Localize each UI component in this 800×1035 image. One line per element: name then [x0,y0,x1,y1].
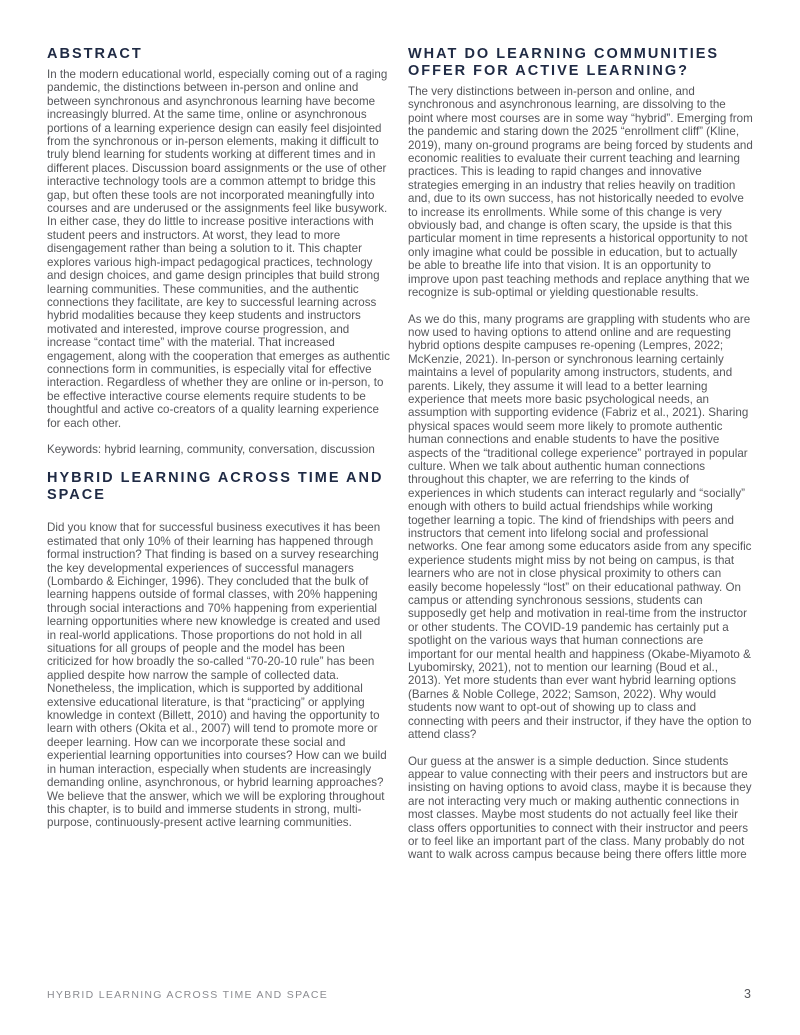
keywords: Keywords: hybrid learning, community, conversation, discussion [47,442,375,456]
communities-heading: WHAT DO LEARNING COMMUNITIES OFFER FOR ACTIVE LEARNING? [408,46,720,79]
hybrid-body: Did you know that for successful business executives it has been estimated that only 10% of their learning has happened through formal instruction? That finding is based on a survey researching the key developmental experiences of successful managers (Lombardo & Eichinger, 1996). They concluded that the bulk of learning happens outside of formal classes, with 20% happening through social interactions and 70% happening from experiential learning opportunities where new knowledge is created and used in real-world applications. Those proportions do not hold in all situations for all groups of people and the model has been criticized for how broadly the so-called “70-20-10 rule” has been applied despite how narrow the sample of collected data. Nonetheless, the implication, which is supported by additional extensive educational literature, is that “practicing” or applying knowledge in context (Billett, 2010) and having the opportunity to learn with others (Okita et al., 2007) will tend to promote more or deeper learning. How can we incorporate these social and experiential learning opportunities into courses? How can we build in human interaction, especially when students are increasingly demanding online, asynchronous, or hybrid learning approaches? We believe that the answer, which we will be exploring throughout this chapter, is to build and immerse students in strong, multi-purpose, continuously-present active learning communities. [47,521,387,830]
running-title: HYBRID LEARNING ACROSS TIME AND SPACE [47,989,329,1001]
left-column [47,46,392,830]
communities-paragraph-1: The very distinctions between in-person and online, and synchronous and asynchronous learning, are dissolving to the point where most courses are in some way “hybrid”. Emerging from the pandemic and staring down the 2025 “enrollment cliff” (Kline, 2019), many on-ground programs are being forced by students and economic realities to evaluate their current teaching and learning practices. This is leading to rapid changes and innovative strategies emerging in an industry that relies heavily on tradition and, due to its own success, has not historically needed to evolve to increase its enrollments. While some of this change is very obviously bad, and change is often scary, the upside is that this particular moment in time represents a historical opportunity to not only imagine what could be possible in education, but to actually be able to breathe life into that vision. It is an opportunity to improve upon past teaching methods and replace anything that we recognize is sub-optimal or yielding questionable results. [408,85,753,300]
communities-paragraph-3: Our guess at the answer is a simple deduction. Since students appear to value connecting with their peers and instructors but are insisting on having options to avoid class, maybe it is because they are not interacting very much or making authentic connections in most classes. Maybe most students do not actually feel like their class offers opportunities to connect with their instructor and peers or to feel like an important part of the class. Many probably do not want to walk across campus because being there offers little more [408,754,752,862]
page-number: 3 [744,987,751,1001]
communities-paragraph-2: As we do this, many programs are grappling with students who are now used to having options to attend online and are requesting hybrid options despite campuses re-opening (Lempres, 2022; McKenzie, 2021). In-person or synchronous learning certainly maintains a level of popularity among instructors, students, and parents. Likely, they assume it will lead to a better learning experience that meets more basic psychological needs, an assumption with supporting evidence (Fabriz et al., 2021). Sharing physical spaces would seem more likely to promote authentic human connections and enable students to have the positive aspects of the “traditional college experience” portrayed in popular culture. When we talk about authentic human connections throughout this chapter, we are referring to the kinds of experiences in which students can interact regularly and “socially” enough with others to build actual friendships while working together learning a topic. The kind of friendships with peers and instructors that cement into lifelong social and professional networks. One fear among some educators aside from any specific experience students might miss by not being on campus, is that learners who are not in close physical proximity to others can easily become hopelessly “lost” on their educational pathway. On campus or attending synchronous sessions, students can supposedly get help and motivation in real-time from the instructor or other students. The COVID-19 pandemic has certainly put a spotlight on the various ways that human connections are important for our mental health and happiness (Okabe-Miyamoto & Lyubomirsky, 2021), not to mention our learning (Boud et al., 2013). Yet more students than ever want hybrid learning options (Barnes & Noble College, 2022; Samson, 2022). Why would students now want to opt-out of showing up to class and connecting with peers and their instructor, if they have the option to attend class? [408,312,752,742]
abstract-heading: ABSTRACT [47,46,143,62]
right-column [408,46,753,862]
abstract-body: In the modern educational world, especially coming out of a raging pandemic, the distinctions between in-person and online and between synchronous and asynchronous learning have become increasingly blurred. At the same time, online or asynchronous portions of a learning experience design can easily feel disjointed from the synchronous or in-person elements, making it difficult to truly blend learning for students working at different times and in different places. Discussion board assignments or the use of other interactive technology tools are a common attempt to bridge this gap, but often these tools are not incorporated meaningfully into courses and are underused or the assignments feel like busywork. In either case, they do little to increase positive interactions with student peers and instructors. At worst, they lead to more disengagement rather than being a solution to it. This chapter explores various high-impact pedagogical practices, technology and design choices, and game design principles that build strong learning communities. These communities, and the authentic connections they facilitate, are key to successful learning across hybrid modalities because they keep students and instructors motivated and interested, improve course progression, and increase “contact time” with the material. That increased engagement, along with the cooperation that emerges as authentic connections form in communities, is especially vital for effective interaction. Regardless of whether they are online or in-person, to be effective interactive course elements require students to be thoughtful and active co-creators of a quality learning experience for each other. [47,68,390,430]
hybrid-heading: HYBRID LEARNING ACROSS TIME AND SPACE [47,470,384,504]
